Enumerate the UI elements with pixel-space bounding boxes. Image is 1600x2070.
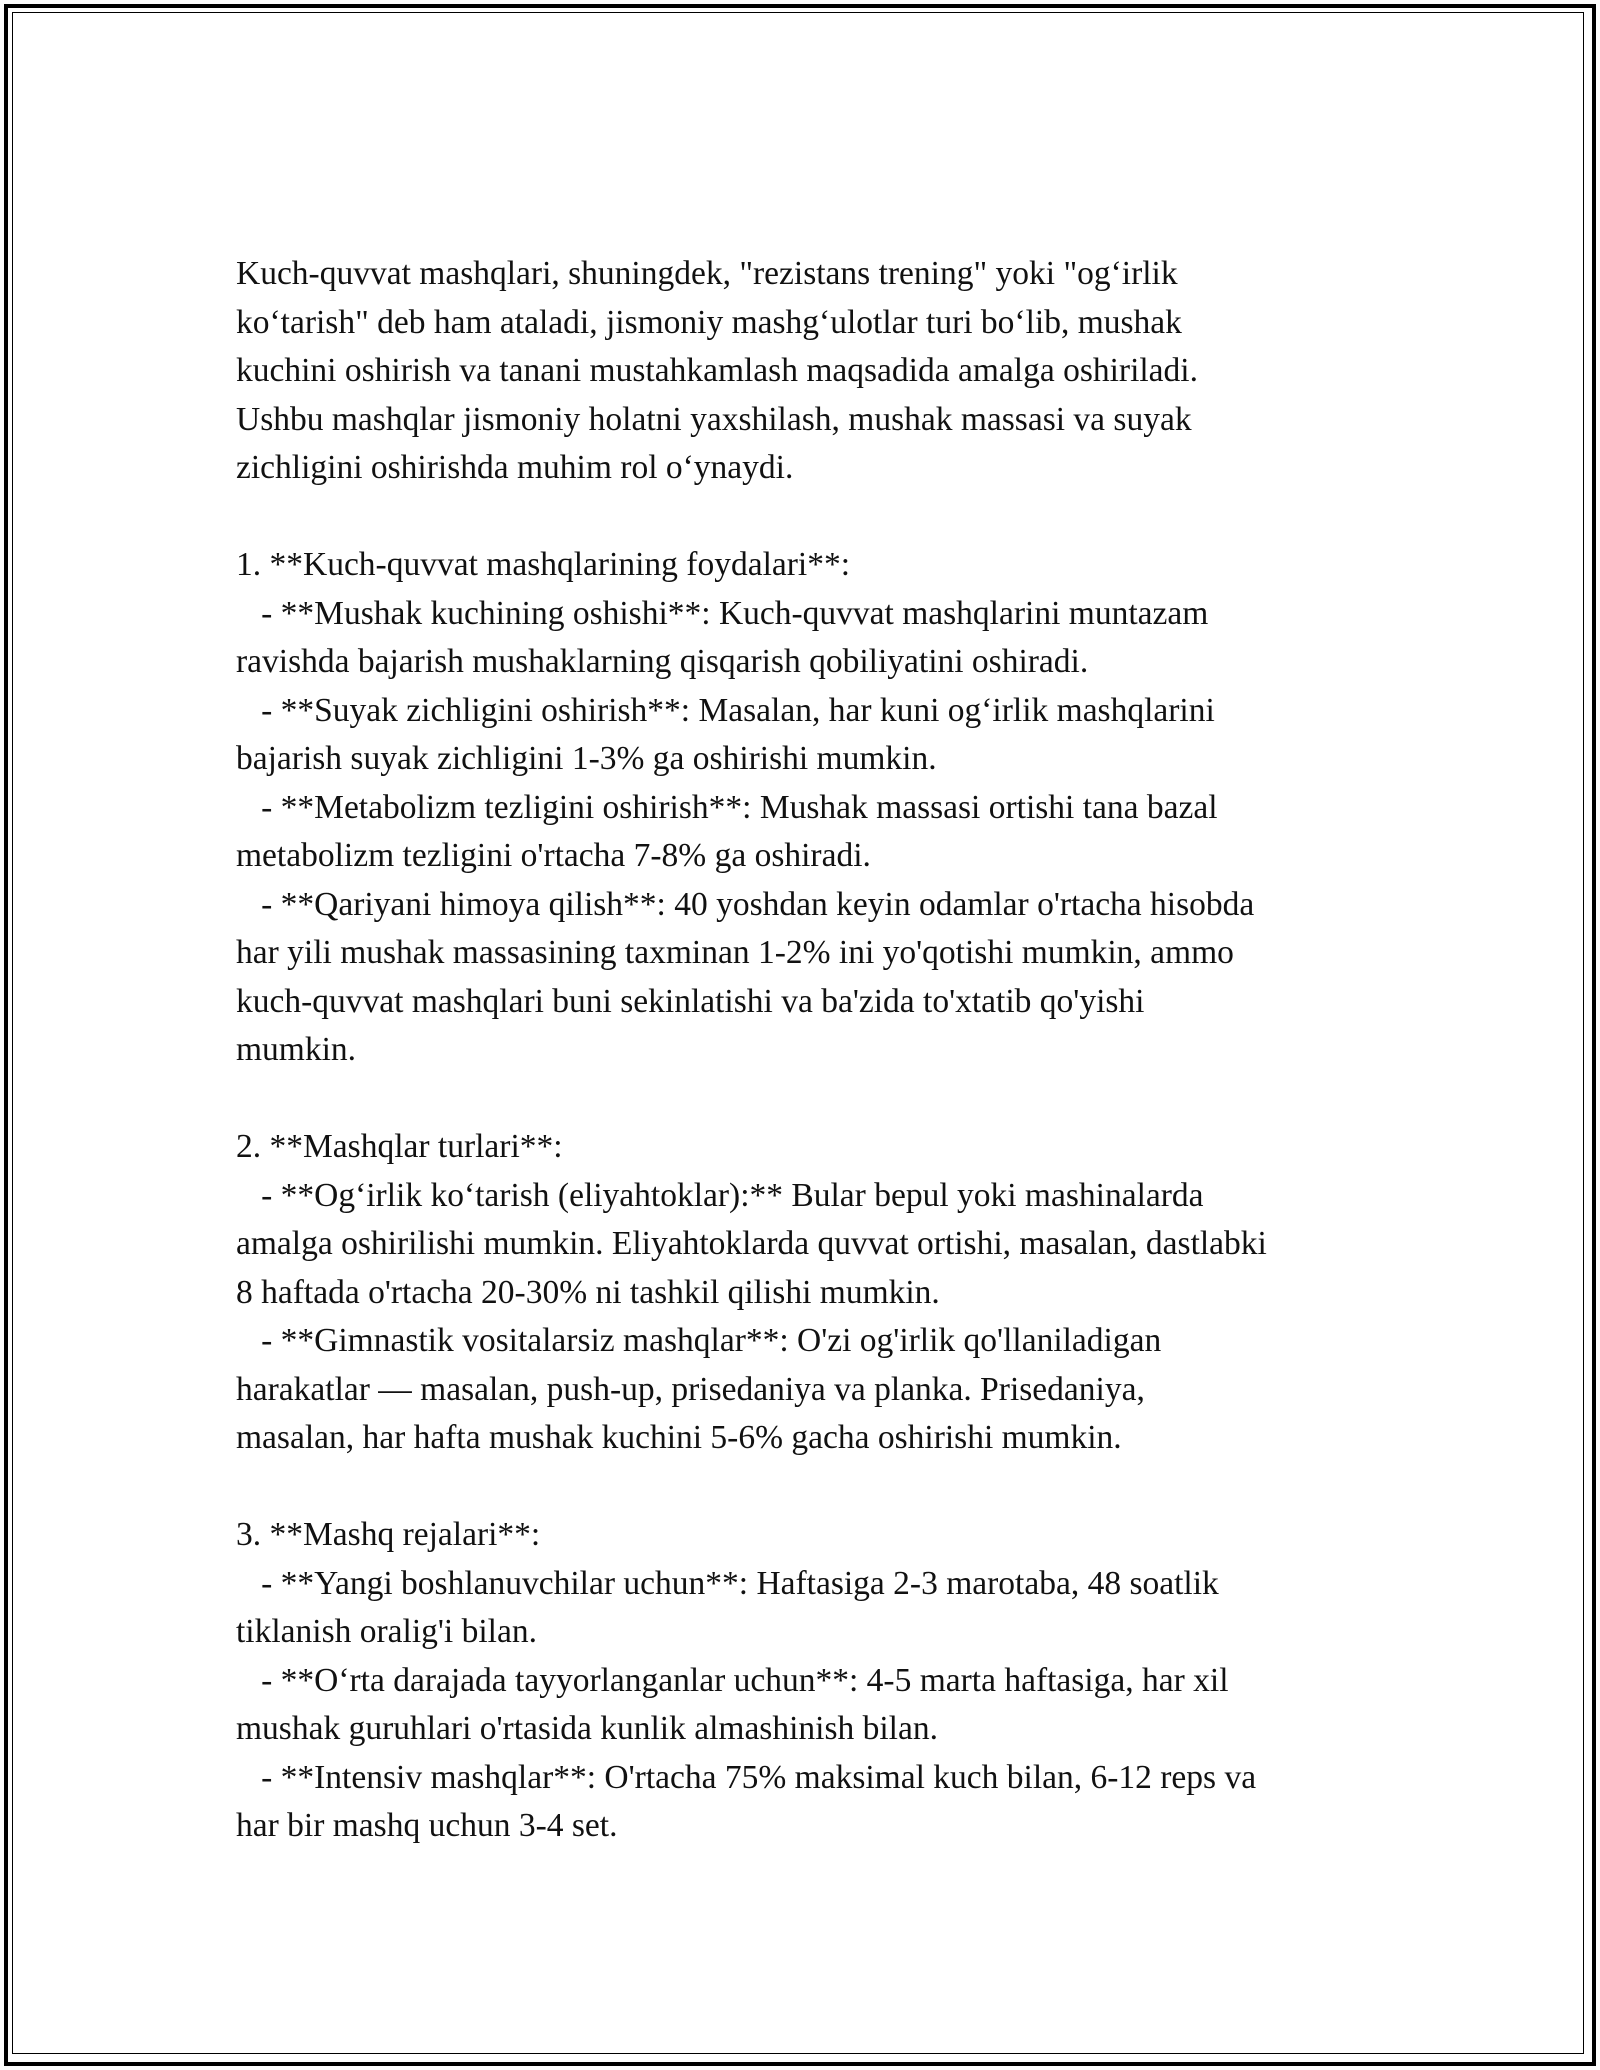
text-line: ravishda bajarish mushaklarning qisqarish qobiliyatini oshiradi. — [236, 643, 1089, 680]
text-line: tiklanish oralig'i bilan. — [236, 1613, 537, 1650]
text-line: - **Metabolizm tezligini oshirish**: Mushak massasi ortishi tana bazal — [236, 788, 1218, 826]
text-line: - **Mushak kuchining oshishi**: Kuch-quvvat mashqlarini muntazam — [236, 594, 1209, 632]
section-heading: 1. **Kuch-quvvat mashqlarining foydalari**: — [236, 546, 851, 583]
text-line: harakatlar — masalan, push-up, prisedaniya va planka. Prisedaniya, — [236, 1370, 1145, 1408]
text-line: kuchini oshirish va tanani mustahkamlash maqsadida amalga oshiriladi. — [236, 352, 1198, 389]
text-line: - **Gimnastik vositalarsiz mashqlar**: O'zi og'irlik qo'llaniladigan — [236, 1322, 1162, 1359]
text-line: zichligini oshirishda muhim rol o‘ynaydi. — [236, 449, 794, 486]
text-line: - **Yangi boshlanuvchilar uchun**: Haftasiga 2-3 marotaba, 48 soatlik — [236, 1564, 1219, 1602]
text-line: amalga oshirilishi mumkin. Eliyahtoklarda quvvat ortishi, masalan, dastlabki — [236, 1225, 1267, 1262]
text-line: - **Qariyani himoya qilish**: 40 yoshdan keyin odamlar o'rtacha hisobda — [236, 885, 1255, 923]
document-body — [236, 250, 1376, 1851]
text-line: har yili mushak massasining taxminan 1-2% ini yo'qotishi mumkin, ammo — [236, 934, 1234, 971]
text-line: - **Og‘irlik ko‘tarish (eliyahtoklar):** Bular bepul yoki mashinalarda — [236, 1176, 1204, 1214]
text-line: mushak guruhlari o'rtasida kunlik almashinish bilan. — [236, 1710, 938, 1747]
text-line: metabolizm tezligini o'rtacha 7-8% ga oshiradi. — [236, 837, 871, 874]
text-line: Ushbu mashqlar jismoniy holatni yaxshilash, mushak massasi va suyak — [236, 400, 1192, 438]
section-heading: 2. **Mashqlar turlari**: — [236, 1128, 563, 1165]
text-line: kuch-quvvat mashqlari buni sekinlatishi va ba'zida to'xtatib qo'yishi — [236, 982, 1145, 1020]
text-line: Kuch-quvvat mashqlari, shuningdek, "rezistans trening" yoki "og‘irlik — [236, 255, 1178, 292]
text-line: - **O‘rta darajada tayyorlanganlar uchun**: 4-5 marta haftasiga, har xil — [236, 1661, 1229, 1699]
text-line: - **Suyak zichligini oshirish**: Masalan, har kuni og‘irlik mashqlarini — [236, 691, 1215, 729]
blank-line — [236, 493, 1376, 542]
text-line: masalan, har hafta mushak kuchini 5-6% gacha oshirishi mumkin. — [236, 1419, 1122, 1456]
text-line: 8 haftada o'rtacha 20-30% ni tashkil qilishi mumkin. — [236, 1273, 940, 1311]
text-line: mumkin. — [236, 1031, 357, 1068]
text-line: bajarish suyak zichligini 1-3% ga oshirishi mumkin. — [236, 740, 937, 777]
text-line: ko‘tarish" deb ham ataladi, jismoniy mashg‘ulotlar turi bo‘lib, mushak — [236, 303, 1182, 341]
text-line: har bir mashq uchun 3-4 set. — [236, 1807, 618, 1844]
blank-line — [236, 1075, 1376, 1124]
text-line: - **Intensiv mashqlar**: O'rtacha 75% maksimal kuch bilan, 6-12 reps va — [236, 1758, 1257, 1796]
blank-line — [236, 1463, 1376, 1512]
section-heading: 3. **Mashq rejalari**: — [236, 1516, 541, 1553]
